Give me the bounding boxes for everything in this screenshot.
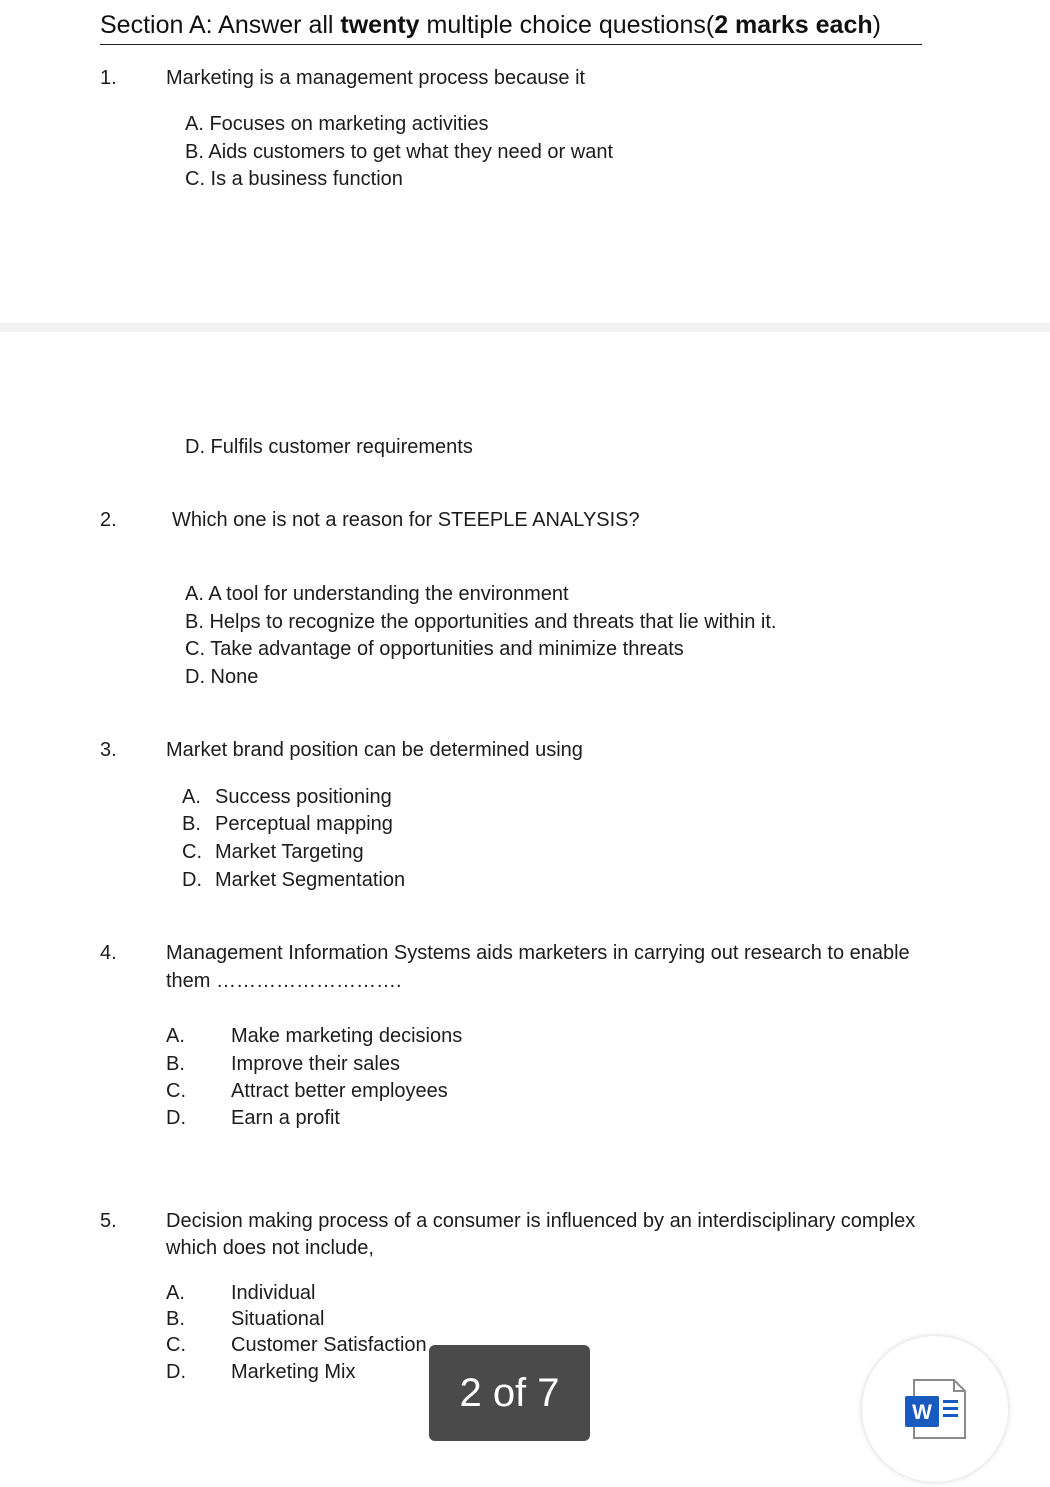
question-5-stem-line-1: Decision making process of a consumer is influenced by an interdisciplinary complex [166, 1210, 916, 1232]
question-1-stem: Marketing is a management process because it [166, 67, 586, 89]
question-5-option-d [166, 1359, 355, 1386]
option-text: Market Targeting [215, 841, 364, 863]
question-3-option-b [182, 811, 393, 838]
heading-bold-count: twenty [340, 11, 420, 39]
page-break [0, 323, 1050, 332]
option-text: Improve their sales [231, 1053, 400, 1075]
option-letter: B. [166, 1308, 185, 1330]
heading-bold-marks: 2 marks each [714, 11, 873, 39]
question-4-option-d [166, 1105, 340, 1132]
question-1-option-a: A. Focuses on marketing activities [185, 113, 489, 135]
question-2-stem: Which one is not a reason for STEEPLE ANALYSIS? [172, 509, 640, 531]
option-letter: A. [166, 1025, 185, 1047]
heading-prefix: Section A: Answer all [100, 11, 341, 39]
option-letter: C. [166, 1334, 186, 1356]
option-letter: C. [182, 841, 202, 863]
word-doc-icon [862, 1336, 1008, 1482]
option-letter: C. [166, 1080, 186, 1102]
question-3-option-d [182, 867, 405, 894]
question-5-option-a [166, 1280, 316, 1307]
question-3-number: 3. [100, 739, 117, 761]
option-text: Success positioning [215, 786, 392, 808]
question-5-option-c [166, 1332, 427, 1359]
svg-text:W: W [912, 1401, 932, 1424]
option-text: Marketing Mix [231, 1361, 356, 1383]
option-letter: D. [166, 1361, 186, 1383]
question-4-stem-line-2: them ………………………. [166, 970, 402, 992]
question-3-stem: Market brand position can be determined using [166, 739, 583, 761]
question-1-option-d: D. Fulfils customer requirements [185, 436, 473, 458]
question-4-number: 4. [100, 942, 117, 964]
question-3-option-c [182, 839, 364, 866]
option-text: Perceptual mapping [215, 813, 393, 835]
section-heading [100, 10, 922, 45]
question-1-number: 1. [100, 67, 117, 89]
option-letter: B. [166, 1053, 185, 1075]
question-4-option-b [166, 1051, 400, 1078]
option-text: Market Segmentation [215, 869, 406, 891]
question-2-option-b: B. Helps to recognize the opportunities and threats that lie within it. [185, 611, 777, 633]
option-text: Make marketing decisions [231, 1025, 463, 1047]
page-indicator: 2 of 7 [429, 1345, 590, 1441]
option-text: Customer Satisfaction [231, 1334, 427, 1356]
question-4-option-a [166, 1023, 462, 1050]
option-letter: D. [182, 869, 202, 891]
option-letter: B. [182, 813, 201, 835]
question-2-number: 2. [100, 509, 117, 531]
heading-suffix: ) [872, 11, 881, 39]
option-letter: D. [166, 1107, 186, 1129]
option-letter: A. [182, 786, 201, 808]
question-3-option-a [182, 784, 392, 811]
option-text: Earn a profit [231, 1107, 340, 1129]
question-5-stem-line-2: which does not include, [166, 1237, 374, 1259]
question-2-option-c: C. Take advantage of opportunities and minimize threats [185, 638, 684, 660]
question-4-stem-line-1: Management Information Systems aids marketers in carrying out research to enable [166, 942, 910, 964]
question-5-option-b [166, 1306, 324, 1333]
open-in-word-button[interactable] [862, 1336, 1008, 1482]
question-2-option-a: A. A tool for understanding the environment [185, 583, 569, 605]
option-text: Individual [231, 1282, 316, 1304]
question-1-option-c: C. Is a business function [185, 168, 403, 190]
question-4-option-c [166, 1078, 448, 1105]
question-5-number: 5. [100, 1210, 117, 1232]
question-1-option-b: B. Aids customers to get what they need or want [185, 141, 614, 163]
option-letter: A. [166, 1282, 185, 1304]
option-text: Attract better employees [231, 1080, 448, 1102]
option-text: Situational [231, 1308, 325, 1330]
heading-middle: multiple choice questions( [419, 11, 715, 39]
question-2-option-d: D. None [185, 666, 259, 688]
